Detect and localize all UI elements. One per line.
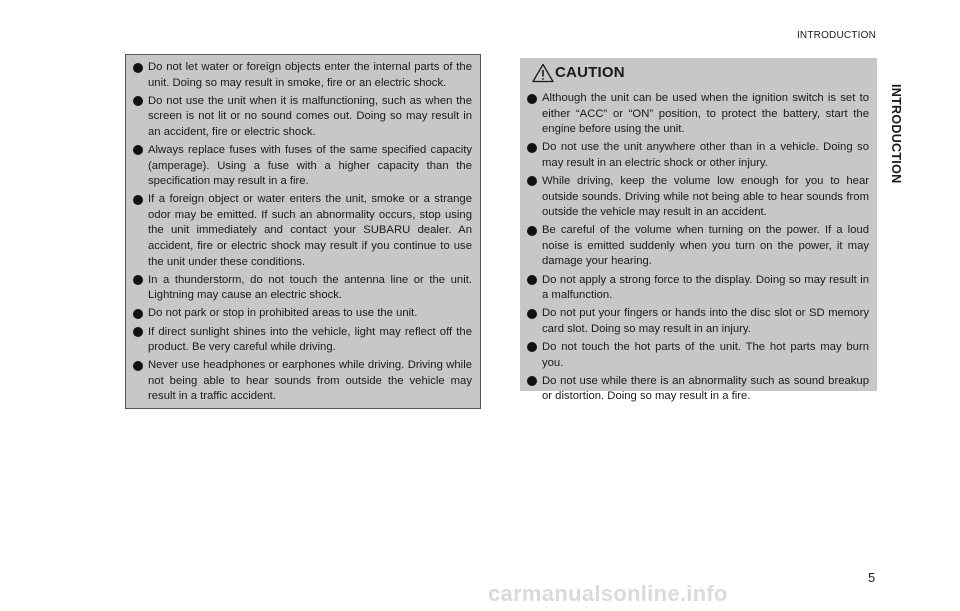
caution-item: While driving, keep the volume low enough for you to hear outside sounds. Driving while not being able to hear sounds from outside the vehicle may result in an accident. xyxy=(527,174,869,221)
warning-item: Never use headphones or earphones while driving. Driving while not being able to hear sounds from outside the vehicle may result in a traffic accident. xyxy=(133,358,472,405)
bullet-icon xyxy=(527,275,537,285)
bullet-icon xyxy=(133,195,143,205)
bullet-icon xyxy=(133,327,143,337)
bullet-icon xyxy=(133,145,143,155)
caution-list xyxy=(527,91,869,405)
page-number: 5 xyxy=(868,570,876,585)
bullet-icon xyxy=(133,63,143,73)
section-side-tab xyxy=(886,84,906,194)
bullet-icon xyxy=(527,143,537,153)
warning-item: Always replace fuses with fuses of the same specified capacity (amperage). Using a fuse with a higher capacity than the specification may result in a fire. xyxy=(133,143,472,190)
warning-triangle-icon xyxy=(532,63,554,83)
side-tab-label: INTRODUCTION xyxy=(889,84,903,184)
bullet-icon xyxy=(527,226,537,236)
bullet-icon xyxy=(133,275,143,285)
warning-item: If direct sunlight shines into the vehicle, light may reflect off the product. Be very careful while driving. xyxy=(133,325,472,356)
bullet-icon xyxy=(133,96,143,106)
caution-title: CAUTION xyxy=(555,64,625,82)
bullet-icon xyxy=(133,309,143,319)
caution-item: Do not apply a strong force to the display. Doing so may result in a malfunction. xyxy=(527,273,869,304)
bullet-icon xyxy=(527,309,537,319)
caution-header xyxy=(520,58,869,88)
warning-item: If a foreign object or water enters the unit, smoke or a strange odor may be emitted. If such an abnormality occurs, stop using the unit immediately and contact your SUBARU dealer. An accident, fire or electric shock may result if you continue to use the unit under these conditions. xyxy=(133,192,472,270)
caution-item: Do not touch the hot parts of the unit. The hot parts may burn you. xyxy=(527,340,869,371)
warning-box xyxy=(125,54,481,409)
warning-list xyxy=(133,60,472,405)
bullet-icon xyxy=(527,94,537,104)
bullet-icon xyxy=(133,361,143,371)
caution-item: Do not put your fingers or hands into the disc slot or SD memory card slot. Doing so may result in an injury. xyxy=(527,306,869,337)
caution-item: Do not use while there is an abnormality such as sound breakup or distortion. Doing so may result in a fire. xyxy=(527,374,869,405)
warning-item: Do not use the unit when it is malfunctioning, such as when the screen is not lit or no sound comes out. Doing so may result in an accident, fire or electric shock. xyxy=(133,94,472,141)
caution-box xyxy=(520,58,877,403)
bullet-icon xyxy=(527,176,537,186)
watermark: carmanualsonline.info xyxy=(488,581,728,606)
warning-item: Do not park or stop in prohibited areas to use the unit. xyxy=(133,306,472,322)
caution-item: Do not use the unit anywhere other than in a vehicle. Doing so may result in an electric shock or other injury. xyxy=(527,140,869,171)
caution-item: Be careful of the volume when turning on the power. If a loud noise is emitted suddenly when you turn on the power, it may damage your hearing. xyxy=(527,223,869,270)
bullet-icon xyxy=(527,342,537,352)
caution-item: Although the unit can be used when the ignition switch is set to either “ACC” or “ON” position, to protect the battery, start the engine before using the unit. xyxy=(527,91,869,138)
warning-item: In a thunderstorm, do not touch the antenna line or the unit. Lightning may cause an electric shock. xyxy=(133,273,472,304)
bullet-icon xyxy=(527,376,537,386)
page-header-title: INTRODUCTION xyxy=(796,30,876,41)
warning-item: Do not let water or foreign objects enter the internal parts of the unit. Doing so may result in smoke, fire or an electric shock. xyxy=(133,60,472,91)
